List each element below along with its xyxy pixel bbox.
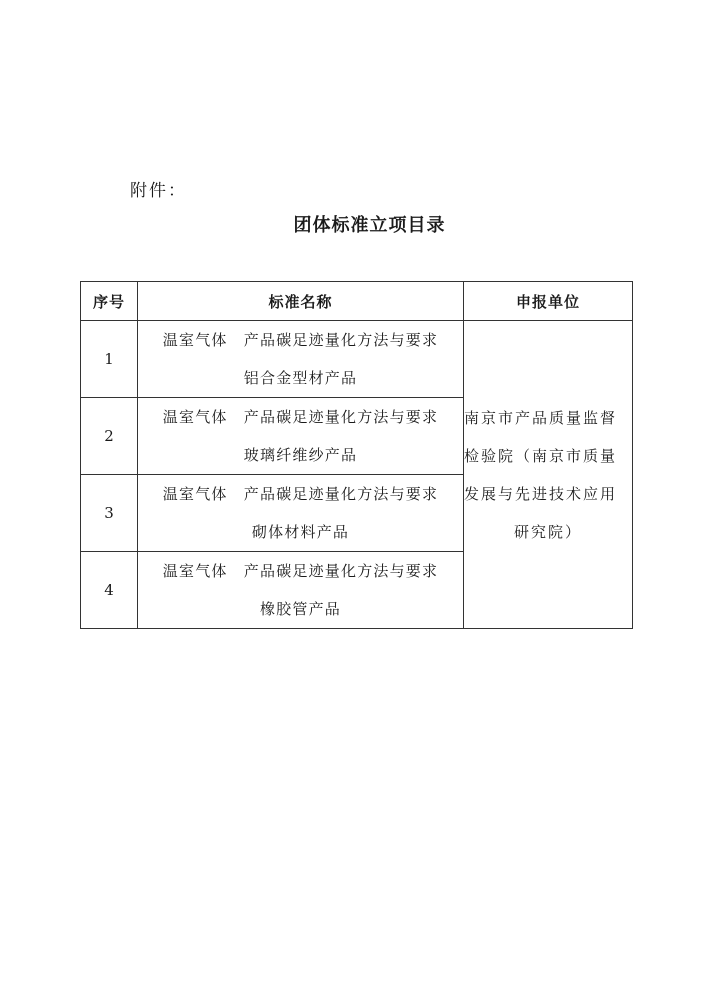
- standard-name-line2: 砌体材料产品: [251, 523, 350, 541]
- standard-name-line1: 温室气体 产品碳足迹量化方法与要求: [162, 331, 439, 349]
- applicant-unit-line: 研究院）: [513, 522, 582, 541]
- standard-name-line2: 玻璃纤维纱产品: [243, 446, 358, 464]
- row-standard-name: [138, 398, 464, 475]
- standards-catalog-table: [80, 281, 633, 629]
- header-applicant-unit: 申报单位: [464, 282, 633, 321]
- row-serial-number: 1: [81, 321, 138, 398]
- standard-name-line1: 温室气体 产品碳足迹量化方法与要求: [162, 562, 439, 580]
- document-title: 团体标准立项目录: [293, 215, 446, 236]
- row-standard-name: [138, 552, 464, 629]
- standard-name-line2: 铝合金型材产品: [243, 369, 358, 387]
- applicant-unit-line: 南京市产品质量监督: [464, 408, 618, 427]
- attachment-label: 附件：: [130, 181, 187, 201]
- header-standard-name: 标准名称: [138, 282, 464, 321]
- row-standard-name: [138, 475, 464, 552]
- applicant-unit-cell: [464, 321, 633, 629]
- header-serial-number: 序号: [81, 282, 138, 321]
- row-serial-number: 3: [81, 475, 138, 552]
- standard-name-line1: 温室气体 产品碳足迹量化方法与要求: [162, 408, 439, 426]
- standard-name-line1: 温室气体 产品碳足迹量化方法与要求: [162, 485, 439, 503]
- row-serial-number: 2: [81, 398, 138, 475]
- applicant-unit-line: 发展与先进技术应用: [464, 484, 618, 503]
- standard-name-line2: 橡胶管产品: [259, 600, 341, 618]
- table-header-row: [81, 282, 633, 321]
- row-standard-name: [138, 321, 464, 398]
- applicant-unit-line: 检验院（南京市质量: [464, 446, 618, 465]
- row-serial-number: 4: [81, 552, 138, 629]
- table-row: [81, 321, 633, 398]
